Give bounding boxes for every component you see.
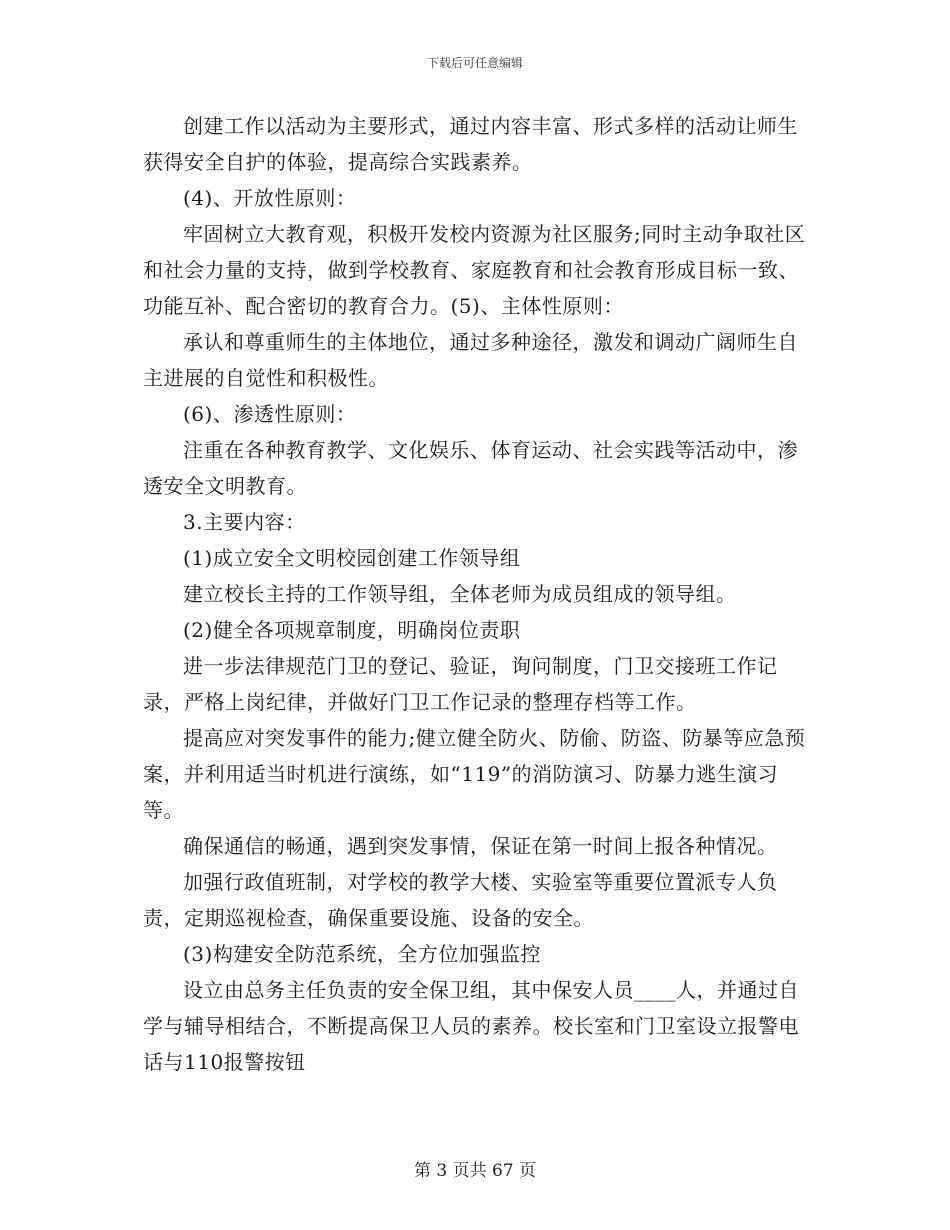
paragraph: 牢固树立大教育观，积极开发校内资源为社区服务;同时主动争取社区和社会力量的支持，做到学校教育、家庭教育和社会教育形成目标一致、功能互补、配合密切的教育合力。(5)、主体性原则： (143, 222, 806, 318)
paragraph: 建立校长主持的工作领导组，全体老师为成员组成的领导组。 (183, 582, 737, 606)
paragraph: 进一步法律规范门卫的登记、验证，询问制度，门卫交接班工作记录，严格上岗纪律，并做好门卫工作记录的整理存档等工作。 (143, 654, 778, 714)
subsection-heading: (1)成立安全文明校园创建工作领导组 (183, 546, 521, 570)
document-body (143, 108, 815, 1080)
paragraph: 加强行政值班制，对学校的教学大楼、实验室等重要位置派专人负责，定期巡视检查，确保重要设施、设备的安全。 (143, 870, 778, 930)
paragraph: 设立由总务主任负责的安全保卫组，其中保安人员____人，并通过自学与辅导相结合，不断提高保卫人员的素养。校长室和门卫室设立报警电话与110报警按钮 (143, 978, 799, 1074)
paragraph: 提高应对突发事件的能力;健立健全防火、防偷、防盗、防暴等应急预案，并利用适当时机进行演练，如“119”的消防演习、防暴力逃生演习等。 (143, 726, 806, 822)
paragraph: 创建工作以活动为主要形式，通过内容丰富、形式多样的活动让师生获得安全自护的体验，提高综合实践素养。 (143, 114, 798, 174)
paragraph: 承认和尊重师生的主体地位，通过多种途径，激发和调动广阔师生自主进展的自觉性和积极性。 (143, 330, 798, 390)
paragraph: 注重在各种教育教学、文化娱乐、体育运动、社会实践等活动中，渗透安全文明教育。 (143, 438, 798, 498)
page-footer: 第 3 页共 67 页 (413, 1161, 537, 1181)
section-heading: 3.主要内容： (183, 510, 306, 534)
paragraph: 确保通信的畅通，遇到突发事情，保证在第一时间上报各种情况。 (183, 834, 778, 858)
subsection-heading: (3)构建安全防范系统，全方位加强监控 (183, 942, 541, 966)
section-heading: (6)、渗透性原则： (183, 402, 357, 426)
section-heading: (4)、开放性原则： (183, 186, 357, 210)
page-header: 下载后可任意编辑 (426, 56, 523, 70)
subsection-heading: (2)健全各项规章制度，明确岗位责职 (183, 618, 521, 642)
